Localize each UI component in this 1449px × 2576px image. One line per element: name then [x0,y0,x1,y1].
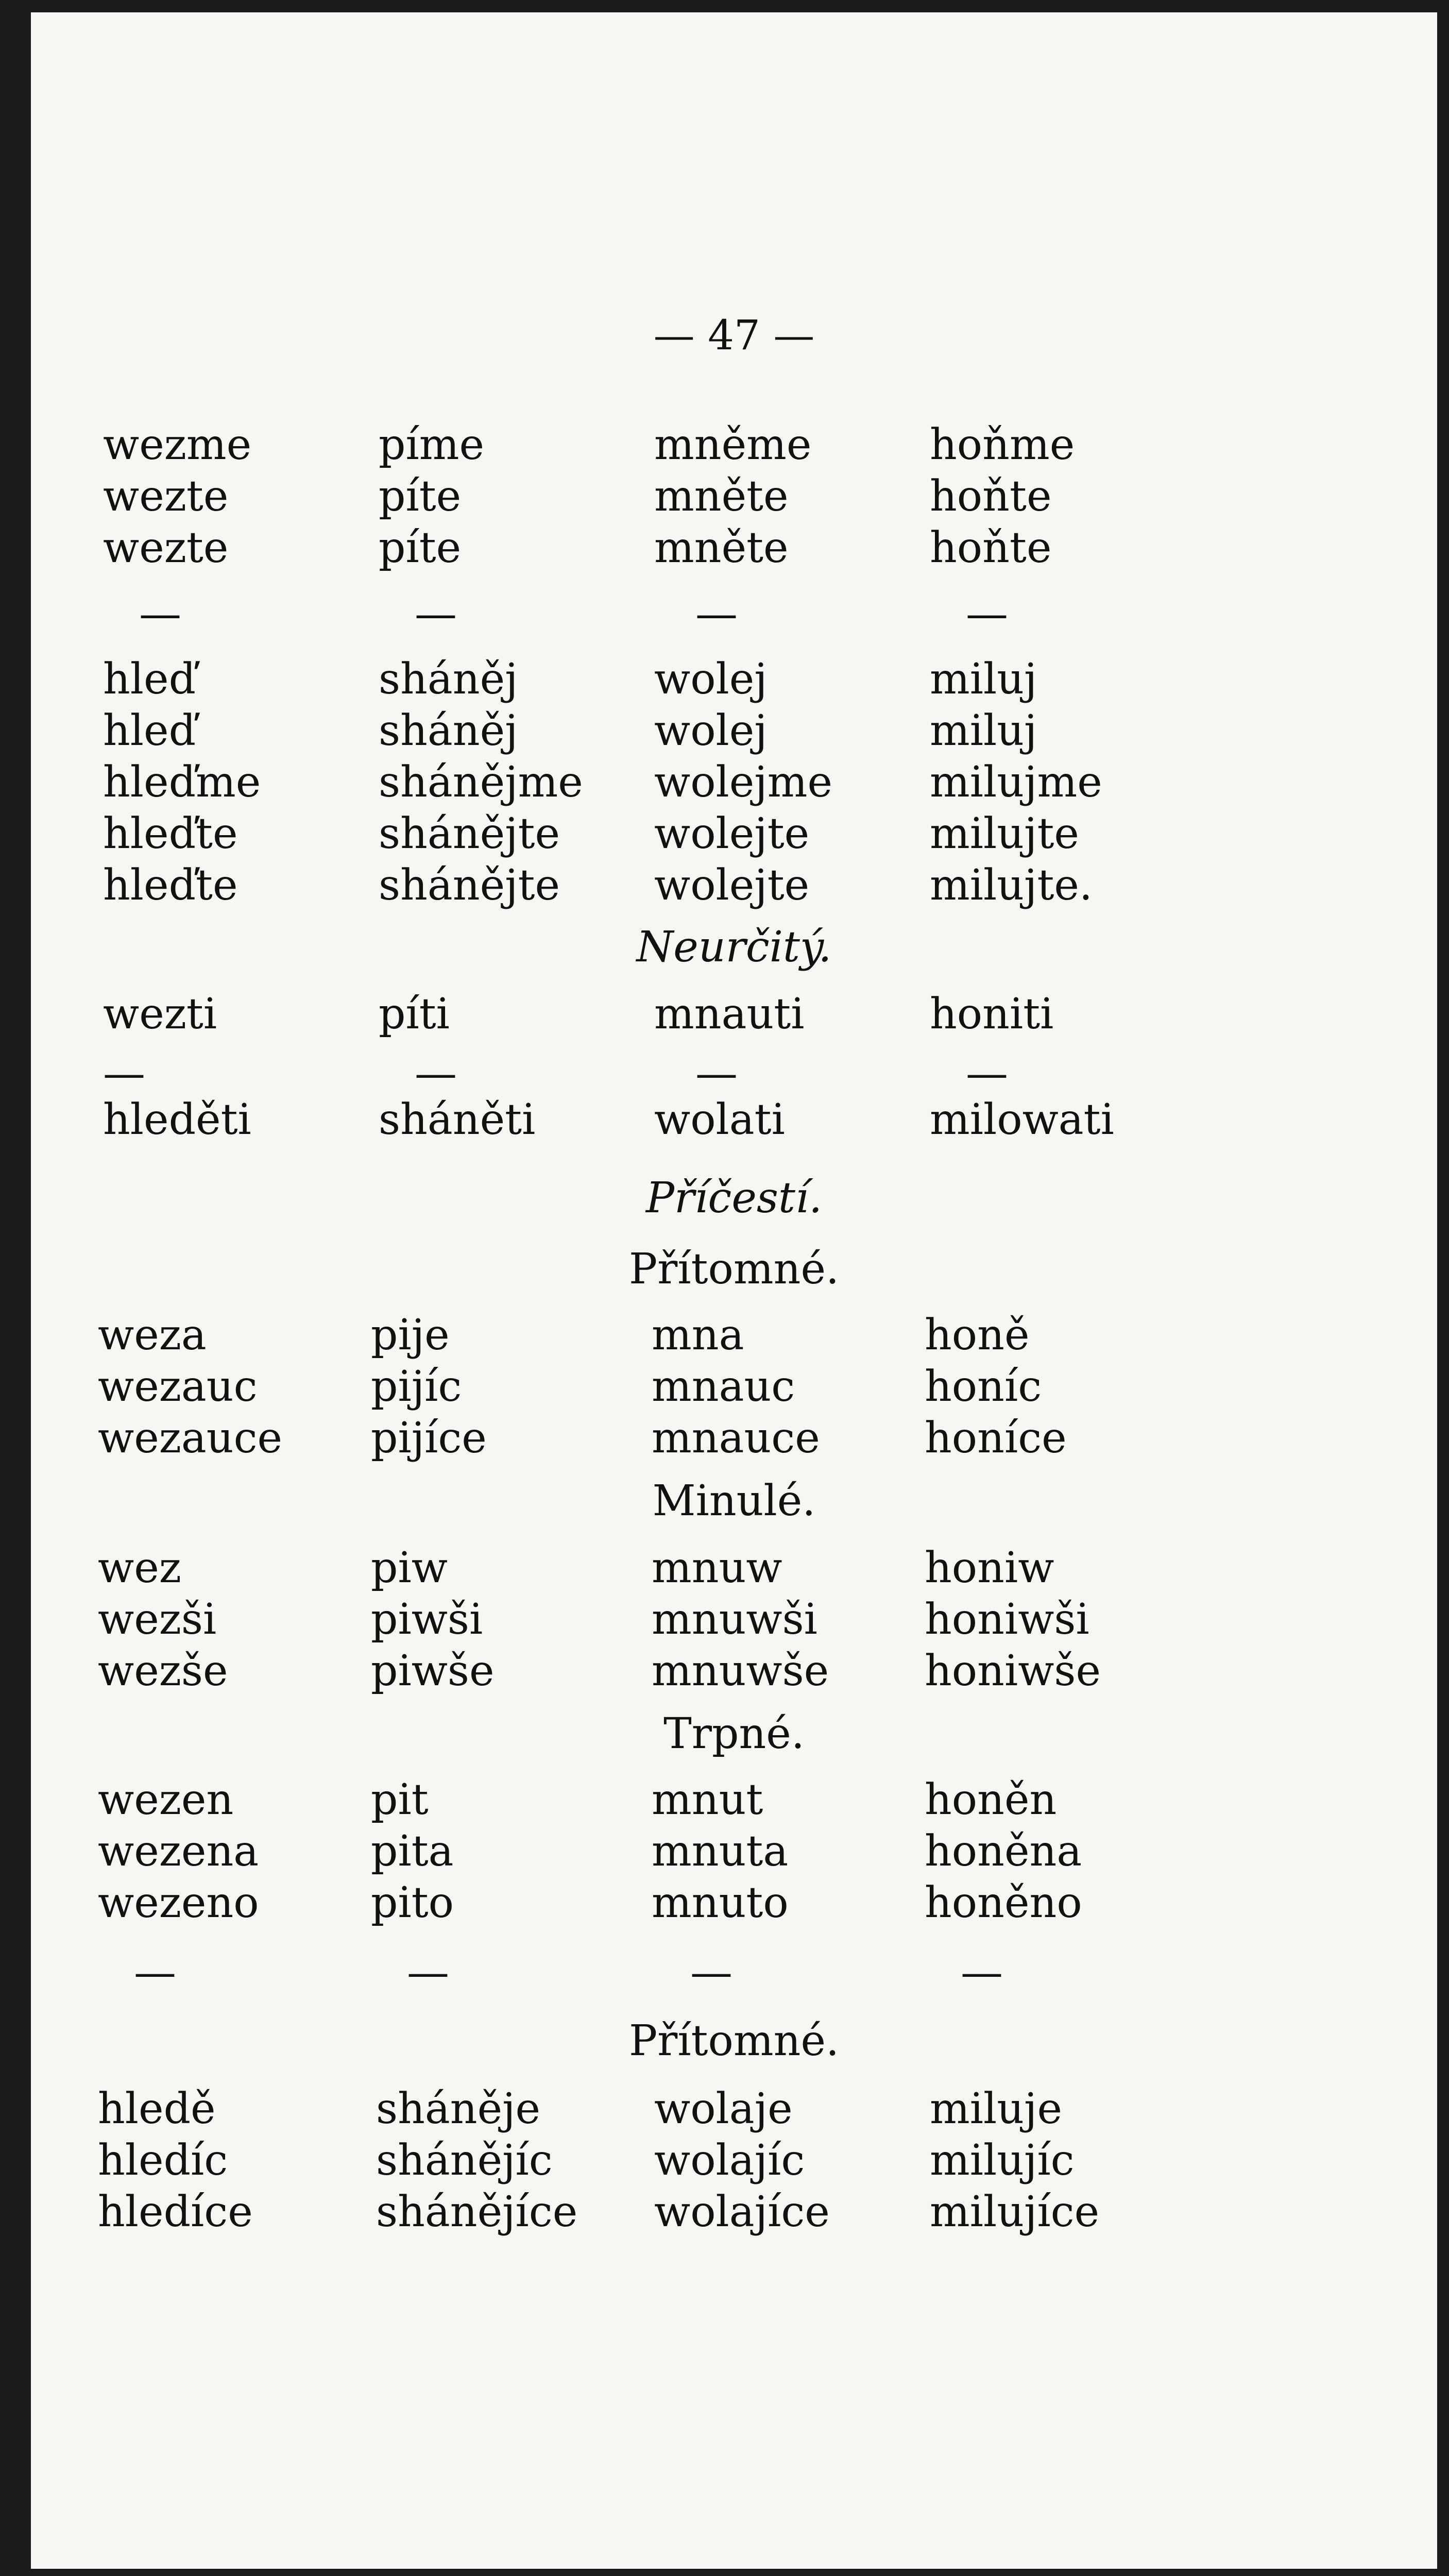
cell: sháněj [379,706,518,755]
cell: hleděti [103,1095,251,1144]
cell: honěna [925,1827,1082,1876]
cell: píte [379,523,462,572]
cell: wolejte [654,809,810,858]
table-row [31,1543,1437,1594]
cell: mnuto [652,1878,789,1927]
cell: wezše [98,1647,228,1696]
cell: honě [925,1311,1030,1360]
cell: hleď [103,706,196,755]
cell: mnauce [652,1414,820,1463]
cell: milujte. [930,861,1093,910]
separator-row [31,588,1437,640]
dash: — [690,1948,732,1997]
table-row [31,989,1437,1040]
table-row [31,757,1437,808]
cell: hoňme [930,420,1075,469]
cell: wezeno [98,1878,259,1927]
cell: wezme [103,420,252,469]
cell: honiti [930,990,1054,1039]
cell: sháněјíc [376,2136,553,2185]
table-row [31,2187,1437,2238]
cell: milujte [930,809,1079,858]
cell: sháněјte [379,809,560,858]
cell: píti [379,990,450,1039]
cell: wolejte [654,861,810,910]
dash: — [415,1049,457,1098]
cell: mna [652,1311,744,1360]
dash: — [966,589,1008,638]
dash: — [134,1948,176,1997]
book-page [31,12,1437,2569]
table-row [31,471,1437,522]
table-row [31,1877,1437,1929]
cell: wezauc [98,1362,258,1411]
subsection-heading: Přítomné. [628,1245,840,1294]
subsection-heading: Minulé. [652,1477,816,1526]
section-heading: Neurčitý. [636,923,832,972]
cell: wolejme [654,758,833,807]
dash: — [407,1948,449,1997]
cell: sháněti [379,1095,536,1144]
cell: hledě [98,2084,216,2133]
cell: milujme [930,758,1102,807]
table-row [31,1310,1437,1361]
cell: weza [98,1311,207,1360]
cell: wolej [654,655,768,704]
cell: milujíce [930,2188,1100,2236]
table-row [31,705,1437,757]
cell: mněme [654,420,812,469]
cell: pijíce [371,1414,487,1463]
cell: honěn [925,1775,1057,1824]
cell: honiwši [925,1595,1089,1644]
cell: hleďte [103,861,238,910]
separator-row [31,1947,1437,1998]
table-row [31,1826,1437,1877]
cell: honěno [925,1878,1082,1927]
cell: mnut [652,1775,763,1824]
dash: — [103,1049,145,1098]
table-row [31,1594,1437,1646]
table-row [31,654,1437,705]
cell: wezši [98,1595,217,1644]
section-heading: Příčestí. [645,1174,823,1223]
cell: pita [371,1827,454,1876]
cell: mnuw [652,1544,782,1592]
cell: wezena [98,1827,259,1876]
cell: wezte [103,472,229,521]
cell: hleďme [103,758,261,807]
table-row [31,419,1437,471]
cell: mnauc [652,1362,795,1411]
table-row [31,808,1437,860]
table-row [31,2083,1437,2135]
cell: mněte [654,472,789,521]
cell: milujíc [930,2136,1075,2185]
cell: milowati [930,1095,1114,1144]
cell: miluj [930,706,1037,755]
cell: sháněje [376,2084,541,2133]
cell: sháněјme [379,758,583,807]
cell: wolaje [654,2084,793,2133]
cell: sháněјíce [376,2188,578,2236]
cell: sháněj [379,655,518,704]
table-row [31,522,1437,574]
cell: mnuwše [652,1647,829,1696]
table-row [31,860,1437,911]
cell: wolajíc [654,2136,805,2185]
table-row [31,1646,1437,1697]
cell: mněte [654,523,789,572]
cell: wezauce [98,1414,283,1463]
cell: hledíce [98,2188,253,2236]
cell: mnuta [652,1827,789,1876]
cell: honiw [925,1544,1054,1592]
cell: pijíc [371,1362,462,1411]
table-row [31,1094,1437,1146]
cell: hoňte [930,472,1052,521]
cell: hoňte [930,523,1052,572]
dash: — [695,589,738,638]
cell: mnauti [654,990,805,1039]
cell: miluj [930,655,1037,704]
subsection-heading: Trpné. [663,1709,805,1758]
cell: piw [371,1544,448,1592]
separator-row [31,1048,1437,1099]
cell: wezte [103,523,229,572]
cell: pito [371,1878,454,1927]
table-row [31,1413,1437,1464]
cell: hleďte [103,809,238,858]
page-number: — 47 — [653,311,815,359]
cell: wezen [98,1775,234,1824]
cell: honiwše [925,1647,1101,1696]
dash: — [415,589,457,638]
cell: miluje [930,2084,1062,2133]
cell: píte [379,472,462,521]
cell: piwši [371,1595,483,1644]
table-row [31,1774,1437,1826]
cell: wolajíce [654,2188,830,2236]
subsection-heading: Přítomné. [628,2016,840,2065]
dash: — [961,1948,1003,1997]
conjugation-table [31,12,1437,2569]
cell: pit [371,1775,429,1824]
cell: mnuwši [652,1595,817,1644]
dash: — [695,1049,738,1098]
dash: — [139,589,181,638]
cell: piwše [371,1647,495,1696]
cell: wolej [654,706,768,755]
cell: wez [98,1544,181,1592]
cell: honíce [925,1414,1067,1463]
cell: pije [371,1311,450,1360]
cell: hleď [103,655,196,704]
cell: wolati [654,1095,785,1144]
cell: hledíc [98,2136,228,2185]
cell: honíc [925,1362,1042,1411]
table-row [31,2135,1437,2187]
cell: wezti [103,990,217,1039]
table-row [31,1361,1437,1413]
cell: píme [379,420,484,469]
dash: — [966,1049,1008,1098]
cell: sháněјte [379,861,560,910]
